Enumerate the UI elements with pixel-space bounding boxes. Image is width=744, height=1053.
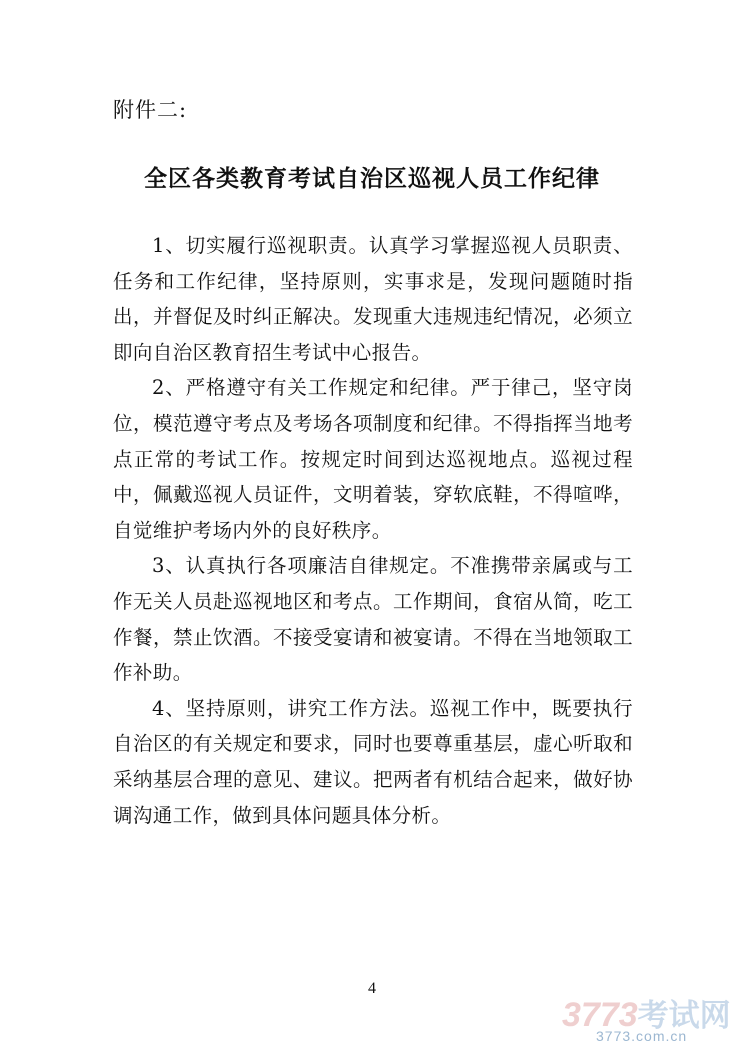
page-number: 4	[368, 980, 376, 997]
site-watermark	[562, 990, 742, 1050]
attachment-label: 附件二:	[113, 98, 188, 122]
document-body	[113, 228, 633, 833]
watermark-logo-text: 考试网	[637, 998, 731, 1033]
paragraph-1: 1、切实履行巡视职责。认真学习掌握巡视人员职责、任务和工作纪律，坚持原则，实事求是，发现问题随时指出，并督促及时纠正解决。发现重大违规违纪情况，必须立即向自治区教育招生考试中心报告。	[113, 234, 633, 364]
paragraph-2: 2、严格遵守有关工作规定和纪律。严于律己，坚守岗位，模范遵守考点及考场各项制度和纪律。不得指挥当地考点正常的考试工作。按规定时间到达巡视地点。巡视过程中，佩戴巡视人员证件，文明着装，穿软底鞋，不得喧哗，自觉维护考场内外的良好秩序。	[113, 376, 633, 542]
watermark-logo-number: 3773	[562, 996, 638, 1034]
watermark-url: 3773.com.cn	[596, 1028, 688, 1044]
document-title: 全区各类教育考试自治区巡视人员工作纪律	[144, 166, 600, 192]
paragraph-4: 4、坚持原则，讲究工作方法。巡视工作中，既要执行自治区的有关规定和要求，同时也要尊重基层，虚心听取和采纳基层合理的意见、建议。把两者有机结合起来，做好协调沟通工作，做到具体问题具体分析。	[113, 696, 633, 827]
paragraph-3: 3、认真执行各项廉洁自律规定。不准携带亲属或与工作无关人员赴巡视地区和考点。工作期间，食宿从简，吃工作餐，禁止饮酒。不接受宴请和被宴请。不得在当地领取工作补助。	[113, 554, 633, 685]
